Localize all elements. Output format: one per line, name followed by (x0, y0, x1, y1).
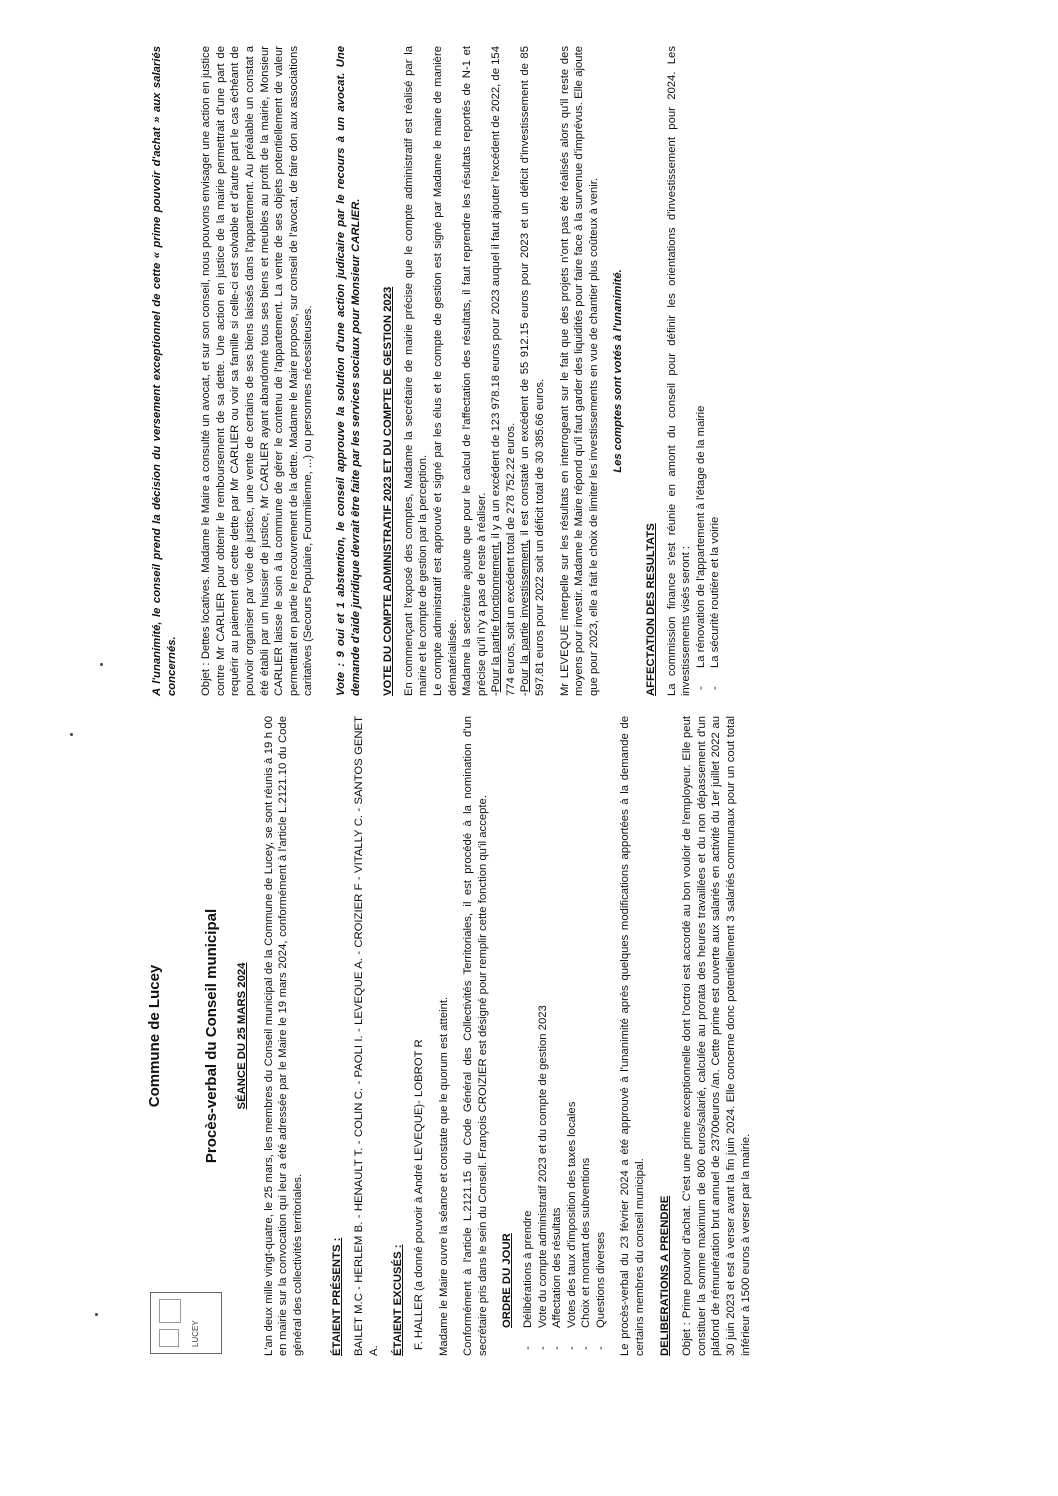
prime-vote: A l'unanimité, le conseil prend la décision du versement exceptionnel de cette « prime pouvoir d'achat » aux salariés concernés. (151, 46, 178, 696)
right-column (0, 46, 733, 696)
seance-heading: SÉANCE DU 25 MARS 2024 (236, 962, 249, 1110)
excuses-names: F. HALLER (a donné pouvoir à André LEVEQUE)- LOBROT R (412, 1039, 425, 1350)
vote-ca-p2: Le compte administratif est approuvé et signé par les élus et le compte de gestion est signé par Madame le maire de manière dématérialisée. (431, 46, 459, 696)
investissement-label: Pour la partie investissement, (519, 539, 532, 693)
fonctionnement-text: il y a un excédent de 123 978.18 euros pour 2023 auquel il faut ajouter l'excédent de 2022, de 154 774 euros, soit un excédent total de 278 752.22 euros. (490, 45, 517, 696)
presents-heading: ÉTAIENT PRÉSENTS : (330, 1237, 343, 1356)
deliberations-heading: DELIBERATIONS A PRENDRE (658, 1195, 671, 1356)
affectation-heading: AFFECTATION DES RESULTATS (645, 523, 658, 696)
fonctionnement-paragraph: -Pour la partie fonctionnement, il y a un excédent de 123 978.18 euros pour 2023 auquel il faut ajouter l'excédent de 2022, de 154 774 euros, soit un excédent total de 278 752.22 euros. (490, 45, 517, 696)
logo-text: LUCEY (191, 1320, 200, 1347)
presents-names: BAILET M.C - HERLEM B. - HENAULT T. - COLIN C. - PAOLI I. - LEVEQUE A. - CROIZIER F - VITALLY C. - SANTOS GENET A. (353, 716, 380, 1356)
list-item: - Vote du compte administratif 2023 et du compte de gestion 2023 (536, 716, 551, 1328)
investissement-text: il est constaté un excédent de 55 912.15 euros pour 2023 et un déficit d'investissement de 85 597.81 euros pour 2022 soit un déficit total de 30 385.66 euros. (519, 46, 547, 696)
vote-ca-p4: Mr LEVEQUE interpelle sur les résultats en interrogeant sur le fait que des projets n'ont pas été réalisés alors qu'il reste des moyens pour investir. Madame le Maire répond qu'il faut garder des liquidités pour faire face à la survenue d'imprévus. Elle ajoute que pour 2023, elle a fait le choix de limiter les investissements en vue de chantier plus coûteux à venir. (558, 46, 600, 696)
list-item: - Délibérations à prendre (521, 716, 536, 1328)
quorum-text: Madame le Maire ouvre la séance et constate que le quorum est atteint. (437, 996, 450, 1356)
investissement-paragraph: -Pour la partie investissement, il est constaté un excédent de 55 912.15 euros pour 2023 et un déficit d'investissement de 85 597.81 euros pour 2022 soit un déficit total de 30 385.66 euros. (519, 46, 547, 696)
list-item: - Choix et montant des subventions (579, 716, 594, 1328)
dettes-vote: Vote : 9 oui et 1 abstention, le conseil approuve la solution d'une action judicaire par le recours à un avocat. Une demande d'aide juridique devrait être faite par les services sociaux pour Monsieur CARLIER. (334, 46, 362, 696)
left-column (0, 716, 763, 1356)
document-title: Procès-verbal du Conseil municipal (202, 908, 220, 1164)
seance-intro: L'an deux mille vingt-quatre, le 25 mars, les membres du Conseil municipal de la Commune de Lucey, se sont réunis à 19 h 00 en mairie sur la convocation qui leur a été adressée par le Maire le 19 mars 2024, conformément à l'article L.2121.10 du Code général des collectivités territoriales. (262, 716, 304, 1356)
dettes-text: Objet : Dettes locatives. Madame le Maire a consulté un avocat, et sur son conseil, nous pouvons envisager une action en justice contre Mr CARLIER pour obtenir le remboursement de sa dette. Une action en justice de la mairie permettrait d'une part de requérir au paiement de cette dette par Mr CARLIER ou voir sa famille si celle-ci est solvable et d'autre part le cas échéant de pouvoir organiser par voie de justice, une vente de certains de ses biens laissés dans l'appartement. Au préalable un constat a été établi par un huissier de justice, Mr CARLIER ayant abandonné tous ses biens et meubles au profit de la mairie, Monsieur CARLIER laisse le soin à la commune de gérer le contenu de l'appartement. La vente de ses objets potentiellement de valeur permettrait en partie le recouvrement de la dette. Madame le Maire propose, sur conseil de l'avocat, de faire don aux associations caritatives (Secours Populaire, Fourmilienne, ...) ou personnes nécessiteuses. (200, 46, 315, 696)
list-item: - Questions diverses (594, 716, 609, 1328)
fonctionnement-label: Pour la partie fonctionnement, (490, 541, 503, 693)
ordre-heading: ORDRE DU JOUR (501, 1233, 514, 1328)
affectation-p1: La commission finance s'est réunie en amont du conseil pour définir les orientations d'investissement pour 2024. Les investissements visés seront : (665, 46, 693, 696)
list-item: - La sécurité routière et la voirie (708, 46, 723, 668)
vote-ca-result: Les comptes sont votés à l'unanimité. (612, 269, 625, 473)
list-item: - Affectation des résultats (550, 716, 565, 1328)
commune-name: Commune de Lucey (146, 964, 163, 1108)
prime-text: Objet : Prime pouvoir d'achat. C'est une prime exceptionnelle dont l'octroi est accordé au bon vouloir de l'employeur. Elle peut constituer la somme maximum de 800 euros/salarié, calculée au prorata des heures travaillées et du non dépassement d'un plafond de rémunération brut annuel de 23700euros /an. Cette prime est ouverte aux salariés en activité du 1er juillet 2022 au 30 juin 2023 et est à verser avant la fin juin 2024. Elle concerne donc potentiellement 3 salariés communaux pour un cout total inférieur à 1500 euros à verser par la mairie. (681, 716, 752, 1356)
pv-approval: Le procès-verbal du 23 février 2024 a été approuvé à l'unanimité après quelques modifications apportées à la demande de certains membres du conseil municipal. (619, 716, 647, 1356)
vote-ca-p3: Madame la secrétaire ajoute que pour le calcul de l'affectation des résultats, il faut reprendre les résultats reportés de N-1 et précise qu'il n'y a pas de reste à réaliser. (461, 46, 488, 696)
excuses-heading: ÉTAIENT EXCUSÉS : (392, 1244, 405, 1356)
affectation-list (694, 46, 723, 696)
secretaire-text: Conformément à l'article L.2121.15 du Code Général des Collectivités Territoriales, il est procédé à la nomination d'un secrétaire pris dans le sein du Conseil. François CROIZIER est désigné pour remplir cette fonction qu'il accepte. (462, 716, 489, 1356)
list-item: - Votes des taux d'imposition des taxes locales (565, 716, 580, 1328)
vote-ca-p1: En commençant l'exposé des comptes, Madame la secrétaire de mairie précise que le compte administratif est réalisé par la mairie et le compte de gestion par la perception. (402, 46, 430, 696)
list-item: - La rénovation de l'appartement à l'étage de la mairie (694, 46, 709, 668)
ordre-list (521, 716, 609, 1356)
vote-ca-heading: VOTE DU COMPTE ADMINISTRATIF 2023 ET DU COMPTE DE GESTION 2023 (382, 286, 395, 696)
